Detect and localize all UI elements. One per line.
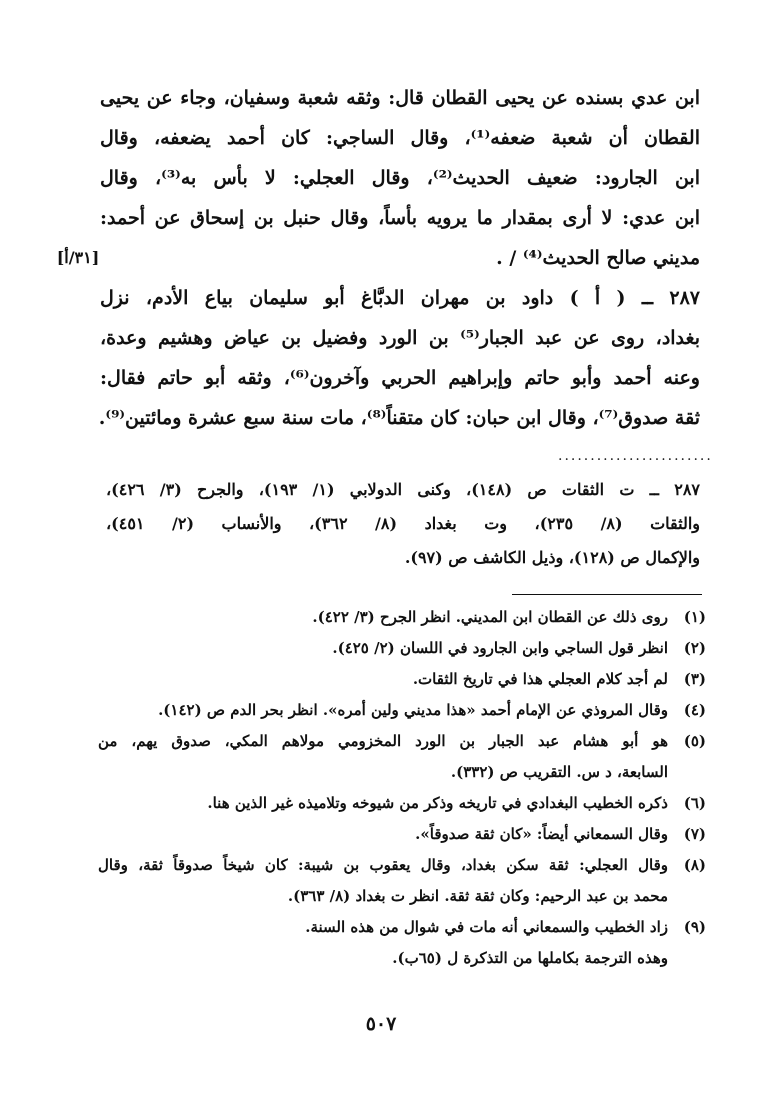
main-line: وعنه أحمد وأبو حاتم وإبراهيم الحربي وآخرون⁽⁶⁾، وثقه أبو حاتم فقال: <box>100 367 700 389</box>
main-text <box>100 78 700 438</box>
main-line: ابن الجارود: ضعيف الحديث⁽²⁾، وقال العجلي: لا بأس به⁽³⁾، وقال <box>100 167 700 189</box>
footnote-text: وقال المروذي عن الإمام أحمد «هذا مديني ولين أمره». انظر بحر الدم ص (١٤٢). <box>158 701 668 719</box>
footnote <box>98 664 706 695</box>
footnote-rule <box>512 594 702 595</box>
page-number: ٥٠٧ <box>365 1013 397 1035</box>
footnote-text: هو أبو هشام عبد الجبار بن الورد المخزومي مولاهم المكي، صدوق يهم، من <box>98 732 668 750</box>
footnote <box>98 912 706 974</box>
footnote <box>98 850 706 912</box>
footnote-text: السابعة، د س. التقريب ص (٣٣٢). <box>450 763 668 781</box>
main-line: ثقة صدوق⁽⁷⁾، وقال ابن حبان: كان متقناً⁽⁸⁾، مات سنة سبع عشرة ومائتين⁽⁹⁾. <box>98 407 700 429</box>
footnote-number: (٤) <box>683 701 706 719</box>
sources-line: والإكمال ص (١٢٨)، وذيل الكاشف ص (٩٧). <box>404 548 700 567</box>
footnote-text: لم أجد كلام العجلي هذا في تاريخ الثقات. <box>412 670 668 688</box>
footnote <box>98 602 706 633</box>
footnote-number: (٨) <box>683 856 706 874</box>
footnote-number: (٢) <box>683 639 706 657</box>
manuscript-folio-ref: [٣١/أ] <box>56 248 100 267</box>
separator-dots: ........................ <box>558 448 713 464</box>
footnote-text: روى ذلك عن القطان ابن المديني. انظر الجرح (٣/ ٤٢٢). <box>312 608 668 626</box>
footnote-text: زاد الخطيب والسمعاني أنه مات في شوال من هذه السنة. <box>305 918 668 936</box>
footnote-text: ذكره الخطيب البغدادي في تاريخه وذكر من شيوخه وتلاميذه غير الذين هنا. <box>207 794 668 812</box>
footnote <box>98 633 706 664</box>
footnote-number: (٩) <box>683 918 706 936</box>
main-line: ابن عدي بسنده عن يحيى القطان قال: وثقه شعبة وسفيان، وجاء عن يحيى <box>100 87 700 109</box>
sources-line: ٢٨٧ ــ ت الثقات ص (١٤٨)، وكنى الدولابي (١/ ١٩٣)، والجرح (٣/ ٤٢٦)، <box>106 480 700 499</box>
footnote <box>98 726 706 788</box>
footnote-text: وقال العجلي: ثقة سكن بغداد، وقال يعقوب بن شيبة: كان شيخاً صدوقاً ثقة، وقال <box>98 856 668 874</box>
main-line: القطان أن شعبة ضعفه⁽¹⁾، وقال الساجي: كان أحمد يضعفه، وقال <box>100 127 700 149</box>
footnote-number: (٣) <box>683 670 706 688</box>
footnote <box>98 819 706 850</box>
footnote-number: (١) <box>683 608 706 626</box>
main-line: بغداد، روى عن عبد الجبار⁽⁵⁾ بن الورد وفضيل بن عياض وهشيم وعدة، <box>100 327 700 349</box>
footnote-text: وهذه الترجمة بكاملها من التذكرة ل (٦٥ب). <box>392 949 668 967</box>
footnote-text: وقال السمعاني أيضاً: «كان ثقة صدوقاً». <box>415 825 668 843</box>
footnote-text: انظر قول الساجي وابن الجارود في اللسان (٢/ ٤٢٥). <box>332 639 668 657</box>
footnote-number: (٧) <box>683 825 706 843</box>
sources-line: والثقات (٨/ ٢٣٥)، وت بغداد (٨/ ٣٦٢)، والأنساب (٢/ ٤٥١)، <box>106 514 701 533</box>
footnotes <box>98 602 706 974</box>
entry-heading-line: ٢٨٧ ــ ( أ ) داود بن مهران الدبَّاغ أبو سليمان بياع الأدم، نزل <box>100 287 700 309</box>
footnote-text: محمد بن عبد الرحيم: وكان ثقة ثقة. انظر ت بغداد (٨/ ٣٦٣). <box>287 887 668 905</box>
footnote <box>98 695 706 726</box>
main-line: ابن عدي: لا أرى بمقدار ما يرويه بأساً، وقال حنبل بن إسحاق عن أحمد: <box>100 207 700 229</box>
main-line: مديني صالح الحديث⁽⁴⁾ / . <box>496 247 700 269</box>
footnote-number: (٦) <box>683 794 706 812</box>
footnote <box>98 788 706 819</box>
footnote-number: (٥) <box>683 732 706 750</box>
sources-block <box>106 473 700 575</box>
